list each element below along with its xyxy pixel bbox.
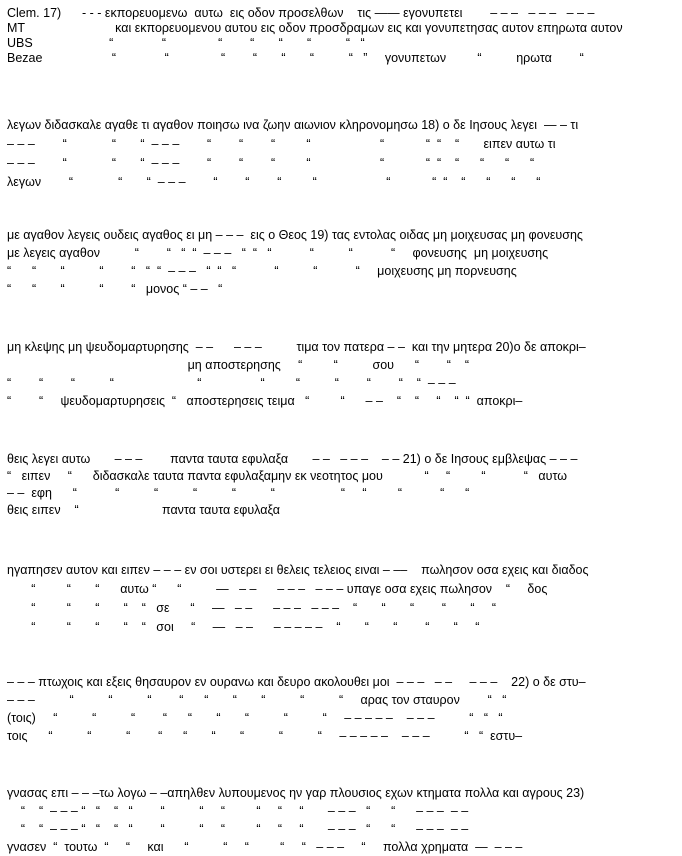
- text-line: τοις “ “ “ “ “ “ “ “ “ – – – – – – – – “ “ εστυ–: [7, 729, 523, 743]
- text-line: “ “ “ “ “ μονος “ – – “: [7, 282, 400, 296]
- text-line: – – – “ “ “ – – – “ “ “ “ “ “ “ “ ειπεν αυτω τι: [7, 137, 556, 151]
- text-line: “ “ – – – “ “ “ “ “ “ “ “ “ “ – – – “ “ – – – – –: [7, 804, 469, 818]
- text-line: “ “ ψευδομαρτυρησεις “ αποστερησεις τειμα “ “ – – “ “ “ “ “ αποκρι–: [7, 394, 523, 408]
- text-line: μη αποστερησης “ “ σου “ “ “: [7, 358, 469, 372]
- text-line: “ “ “ “ “ σοι “ — – – – – – – – “ “ “ “ “ “: [7, 620, 480, 634]
- text-line: MT και εκπορευομενου αυτου εις οδον προσδραμων εις και γονυπετησας αυτον επηρωτα αυτον: [7, 21, 623, 35]
- text-line: “ “ “ “ “ “ “ – – – “ “ “ “ “ “ μοιχευσης μη πορνευσης: [7, 264, 517, 278]
- text-line: UBS “ “ “ “ “ “ “ “: [7, 36, 365, 50]
- text-line: θεις λεγει αυτω – – – παντα ταυτα εφυλαξα – – – – – – – 21) ο δε Ιησους εμβλεψας – – –: [7, 452, 578, 466]
- text-line: θεις ειπεν “ παντα ταυτα εφυλαξα: [7, 503, 280, 517]
- text-line: – – – “ “ “ – – – “ “ “ “ “ “ “ “ “ “ “: [7, 156, 535, 170]
- text-line: λεγων “ “ “ – – – “ “ “ “ “ “ “ “ “ “ “: [7, 175, 541, 189]
- text-line: “ ειπεν “ διδασκαλε ταυτα παντα εφυλαξαμην εκ νεοτητος μου “ “ “ “ αυτω: [7, 469, 567, 483]
- text-line: “ “ “ αυτω “ “ — – – – – – – – – υπαγε οσα εχεις πωλησον “ δος: [7, 582, 548, 596]
- text-line: Clem. 17) - - - εκπορευομενω αυτω εις οδον προσελθων τις —— εγονυπετει – – – – – – – – –: [7, 6, 595, 20]
- text-line: ηγαπησεν αυτον και ειπεν – – – εν σοι υστερει ει θελεις τελειος ειναι – –– πωλησον οσα εχεις και διαδος: [7, 563, 589, 577]
- text-line: με αγαθον λεγεις ουδεις αγαθος ει μη – – – εις ο Θεος 19) τας εντολας οιδας μη μοιχευσας μη φονευσης: [7, 228, 583, 242]
- text-line: – – – “ “ “ “ “ “ “ “ “ αρας τον σταυρον “ “: [7, 693, 507, 707]
- text-line: – – εφη “ “ “ “ “ “ “ “ “ “ “: [7, 486, 470, 500]
- text-line: λεγων διδασκαλε αγαθε τι αγαθον ποιησω ινα ζωην αιωνιον κληρονομησω 18) ο δε Ιησους λεγει — – τι: [7, 118, 579, 132]
- text-line: μη κλεψης μη ψευδομαρτυρησης – – – – – τιμα τον πατερα – – και την μητερα 20)ο δε αποκρι–: [7, 340, 586, 354]
- text-line: “ “ “ “ “ “ “ “ “ “ “ – – –: [7, 376, 456, 390]
- text-line: με λεγεις αγαθον “ “ “ “ – – – “ “ “ “ “ “ φονευσης μη μοιχευσης: [7, 246, 549, 260]
- text-line: “ “ “ “ “ σε “ — – – – – – – – – “ “ “ “ “ “: [7, 601, 497, 615]
- text-line: (τοις) “ “ “ “ “ “ “ “ “ – – – – – – – – “ “ “: [7, 711, 503, 725]
- text-line: – – – πτωχοις και εξεις θησαυρον εν ουρανω και δευρο ακολουθει μοι – – – – – – – – 22) ο δε στυ–: [7, 675, 586, 689]
- text-line: γνασεν “ τουτω “ “ και “ “ “ “ “ – – – “ πολλα χρηματα — – – –: [7, 840, 523, 854]
- text-line: “ “ – – – “ “ “ “ “ “ “ “ “ “ – – – “ “ – – – – –: [7, 822, 469, 836]
- text-line: Bezae “ “ “ “ “ “ “ ” γονυπετων “ ηρωτα “: [7, 51, 584, 65]
- text-line: γνασας επι – – –τω λογω – –απηλθεν λυπουμενος ην γαρ πλουσιος εχων κτηματα πολλα και αγρους 23): [7, 786, 585, 800]
